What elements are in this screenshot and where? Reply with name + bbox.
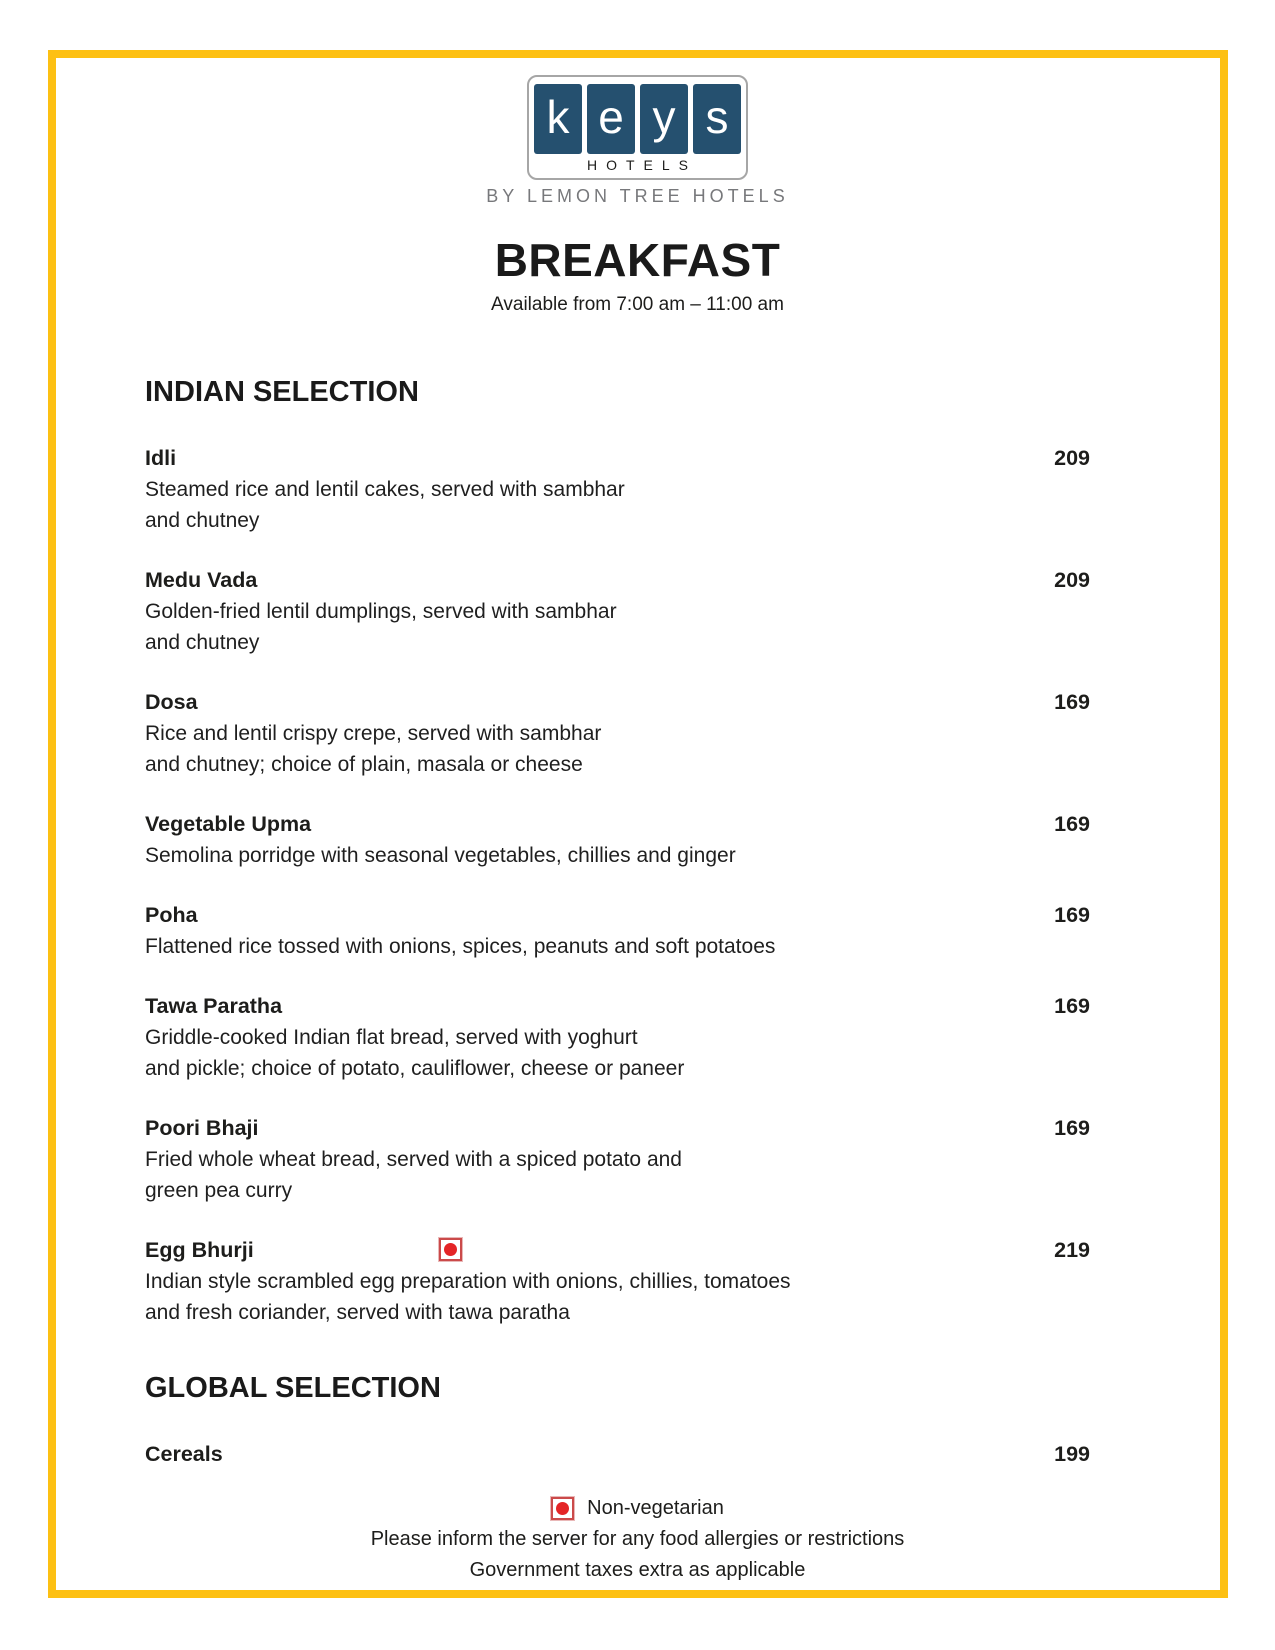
- non-veg-dot: [556, 1502, 569, 1515]
- logo-letter-tile: e: [587, 84, 635, 154]
- non-veg-legend-label: Non-vegetarian: [587, 1497, 724, 1519]
- item-description: Flattened rice tossed with onions, spices, peanuts and soft potatoes: [145, 935, 776, 958]
- item-description: Griddle-cooked Indian flat bread, served with yoghurt: [145, 1026, 638, 1049]
- item-price: 199: [1054, 1442, 1090, 1466]
- logo-letter-tile: s: [693, 84, 741, 154]
- menu-footer: [0, 1493, 1275, 1586]
- menu-item: [145, 443, 1090, 536]
- logo-byline: BY LEMON TREE HOTELS: [486, 186, 789, 206]
- item-description: and chutney: [145, 509, 260, 532]
- menu-item: [145, 565, 1090, 658]
- logo-letter-tile: k: [534, 84, 582, 154]
- item-price: 169: [1054, 812, 1090, 836]
- item-price: 169: [1054, 1116, 1090, 1140]
- menu-item: [145, 687, 1090, 780]
- item-name: Dosa: [145, 690, 198, 714]
- menu-item: [145, 1439, 1090, 1470]
- item-name: Tawa Paratha: [145, 994, 283, 1018]
- item-description: and pickle; choice of potato, cauliflower, cheese or paneer: [145, 1057, 685, 1080]
- menu-item: [145, 991, 1090, 1084]
- menu-item: [145, 900, 1090, 962]
- item-description: and fresh coriander, served with tawa paratha: [145, 1301, 570, 1324]
- item-name: Idli: [145, 446, 177, 470]
- non-veg-legend: [0, 1493, 1275, 1524]
- item-description: and chutney: [145, 631, 260, 654]
- keys-logo-box: [527, 75, 748, 180]
- item-price: 169: [1054, 994, 1090, 1018]
- item-name: Vegetable Upma: [145, 812, 312, 836]
- menu-item: [145, 1235, 1090, 1328]
- item-description: Semolina porridge with seasonal vegetables, chillies and ginger: [145, 844, 736, 867]
- item-description: and chutney; choice of plain, masala or cheese: [145, 753, 583, 776]
- non-veg-icon: [439, 1238, 462, 1261]
- item-price: 169: [1054, 690, 1090, 714]
- allergy-note: Please inform the server for any food allergies or restrictions: [370, 1528, 905, 1550]
- item-description: Fried whole wheat bread, served with a spiced potato and: [145, 1148, 682, 1171]
- item-description: Golden-fried lentil dumplings, served with sambhar: [145, 600, 617, 623]
- item-price: 209: [1054, 568, 1090, 592]
- non-veg-dot: [444, 1243, 457, 1256]
- availability-note: Available from 7:00 am – 11:00 am: [491, 294, 784, 315]
- keys-logo-tiles: [534, 84, 741, 154]
- menu-item: [145, 1113, 1090, 1206]
- item-description: Rice and lentil crispy crepe, served with sambhar: [145, 722, 602, 745]
- non-veg-icon: [551, 1497, 574, 1520]
- item-name: Poha: [145, 903, 198, 927]
- item-name: Cereals: [145, 1442, 223, 1466]
- logo-hotels-label: HOTELS: [586, 157, 697, 173]
- item-name: Poori Bhaji: [145, 1116, 259, 1140]
- item-name: Egg Bhurji: [145, 1238, 254, 1262]
- page-title: BREAKFAST: [494, 234, 781, 286]
- item-description: green pea curry: [145, 1179, 293, 1202]
- menu-header: [0, 75, 1275, 316]
- logo-letter-tile: y: [640, 84, 688, 154]
- item-price: 169: [1054, 903, 1090, 927]
- item-price: 219: [1054, 1238, 1090, 1262]
- section-heading-global: GLOBAL SELECTION: [145, 1372, 441, 1404]
- item-description: Indian style scrambled egg preparation with onions, chillies, tomatoes: [145, 1270, 791, 1293]
- tax-note: Government taxes extra as applicable: [469, 1559, 806, 1581]
- keys-hotels-logo: [486, 75, 788, 207]
- item-price: 209: [1054, 446, 1090, 470]
- menu-item: [145, 809, 1090, 871]
- item-name: Medu Vada: [145, 568, 258, 592]
- section-heading-indian: INDIAN SELECTION: [145, 376, 419, 408]
- item-description: Steamed rice and lentil cakes, served with sambhar: [145, 478, 625, 501]
- menu-body: [145, 375, 1090, 1499]
